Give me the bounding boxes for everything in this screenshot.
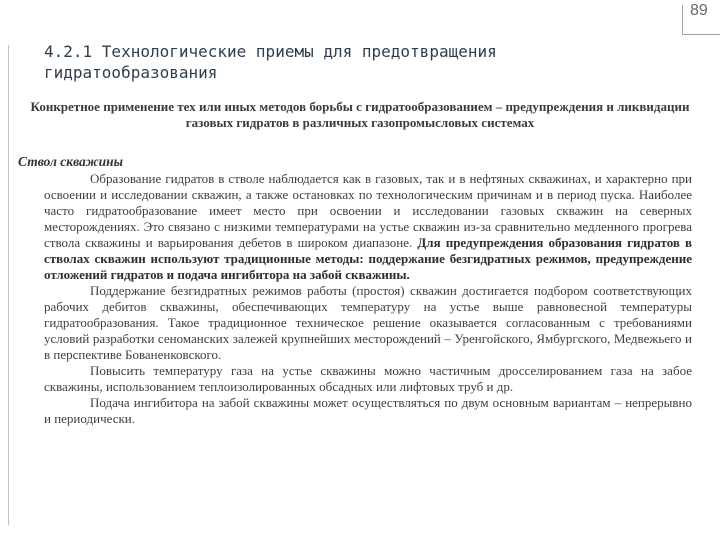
paragraph-1-text: Образование гидратов в стволе наблюдается как в газовых, так и в нефтяных скважинах, и характерно при освоении и исследовании скважин, а также остановках по технологическим причинам и в период пуска. Наиболее часто гидратообразование имеет место при освоении и исследовании газовых скважин на северных месторождениях. Это связано с низкими температурами на устье скважин из-за сравнительно медленного прогрева ствола скважины и варьирования дебетов в широком диапазоне. <box>44 171 692 250</box>
section-label: Ствол скважины <box>18 154 124 169</box>
header-divider-vertical <box>682 5 683 35</box>
paragraph-2: Поддержание безгидратных режимов работы (простоя) скважин достигается подбором соответствующих рабочих дебитов скважины, обеспечивающих температуру на устье выше равновесной температуры гидратообразования. Такое традиционное техническое решение оказывается согласованным с требованиями условий разработки сеноманских залежей крупнейших месторождений – Уренгойского, Ямбургского, Медвежьего и в перспективе Бованенковского. <box>44 283 692 362</box>
paragraph-1-bold: Для предупреждения образования гидратов в стволах скважин используют традиционные методы: поддержание безгидратных режимов, предупреждение отложений гидратов и подача ингибитора на забой скважины. <box>44 235 693 282</box>
paragraph-1 <box>44 171 692 283</box>
intro-heading: Конкретное применение тех или иных методов борьбы с гидратообразованием – предупреждения и ликвидации газовых гидратов в различных газопромысловых системах <box>30 99 690 130</box>
header-divider-horizontal <box>682 34 720 35</box>
page-title: 4.2.1 Технологические приемы для предотвращения гидратообразования <box>44 42 497 82</box>
paragraph-4: Подача ингибитора на забой скважины может осуществляться по двум основным вариантам – непрерывно и периодически. <box>44 395 692 426</box>
left-margin-line <box>8 45 9 525</box>
page-number: 89 <box>690 2 708 19</box>
paragraph-3: Повысить температуру газа на устье скважины можно частичным дросселированием газа на забое скважины, использованием теплоизолированных обсадных или лифтовых труб и др. <box>44 363 692 394</box>
body-text <box>44 171 692 427</box>
